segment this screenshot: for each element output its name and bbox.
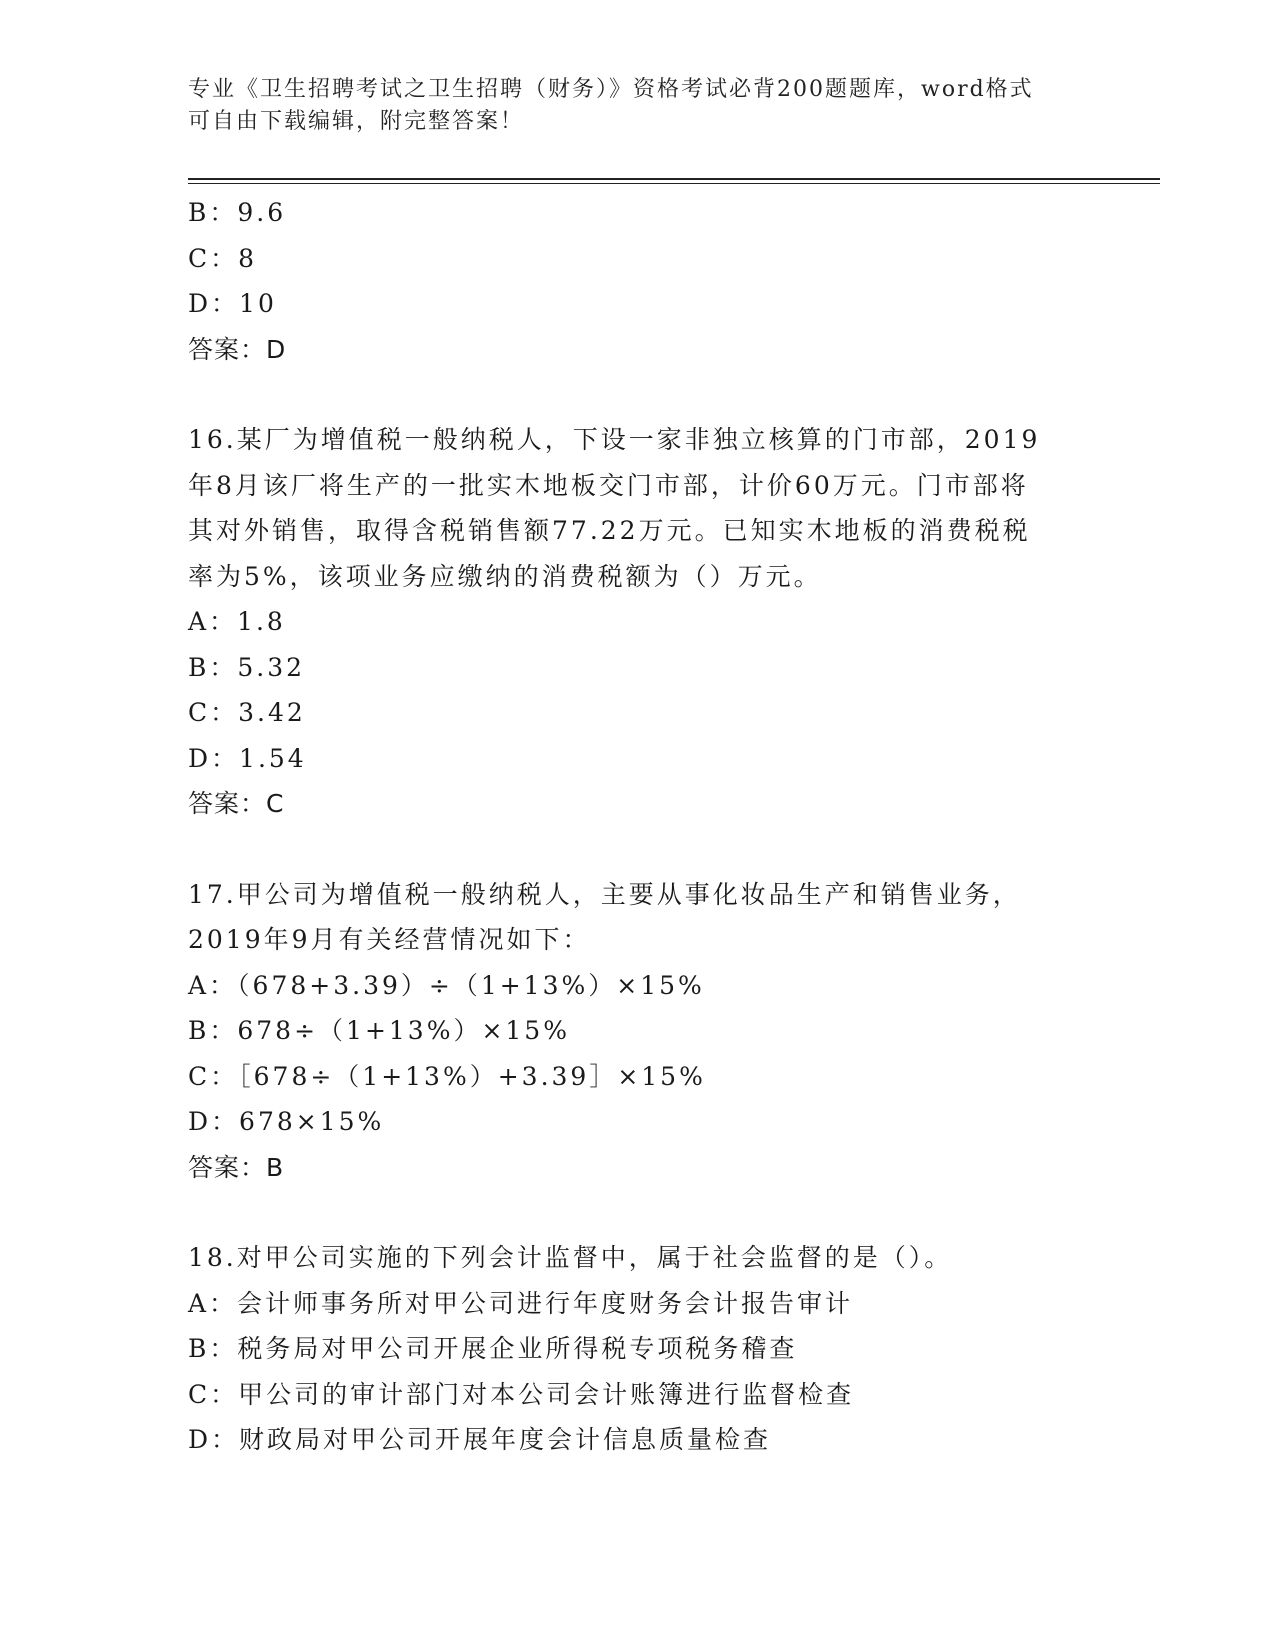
option-c: C：8 xyxy=(188,243,258,273)
spacer xyxy=(188,372,1088,417)
question-block-16 xyxy=(188,417,1088,827)
option-b: B：税务局对甲公司开展企业所得税专项税务稽查 xyxy=(188,1334,798,1363)
answer-line: 答案：C xyxy=(188,789,285,818)
header-title-line-1: 专业《卫生招聘考试之卫生招聘（财务）》资格考试必背200题题库，word格式 xyxy=(188,77,1034,102)
header-title-line-2: 可自由下载编辑，附完整答案！ xyxy=(188,109,525,134)
option-d: D：678×15% xyxy=(188,1107,385,1136)
option-d: D：10 xyxy=(188,289,277,318)
option-a: A：会计师事务所对甲公司进行年度财务会计报告审计 xyxy=(188,1288,854,1318)
question-block-17 xyxy=(188,872,1088,1191)
question-stem-line: 年8月该厂将生产的一批实木地板交门市部，计价60万元。门市部将 xyxy=(188,470,1029,500)
header-divider-thick xyxy=(188,178,1160,180)
question-block-15 xyxy=(188,190,1088,372)
question-stem-line: 17.甲公司为增值税一般纳税人，主要从事化妆品生产和销售业务， xyxy=(188,879,1021,909)
document-header xyxy=(188,74,1068,138)
question-stem-line: 2019年9月有关经营情况如下： xyxy=(188,925,591,954)
question-list xyxy=(188,190,1088,1463)
question-stem-line: 18.对甲公司实施的下列会计监督中，属于社会监督的是（）。 xyxy=(188,1243,953,1272)
answer-line: 答案：B xyxy=(188,1152,285,1182)
answer-line: 答案：D xyxy=(188,334,287,364)
spacer xyxy=(188,827,1088,872)
option-c: C：3.42 xyxy=(188,698,306,727)
question-stem-line: 16.某厂为增值税一般纳税人，下设一家非独立核算的门市部，2019 xyxy=(188,425,1041,454)
option-b: B：678÷（1+13%）×15% xyxy=(188,1016,570,1045)
option-c: C：［678÷（1+13%）+3.39］×15% xyxy=(188,1061,706,1091)
option-c: C：甲公司的审计部门对本公司会计账簿进行监督检查 xyxy=(188,1379,855,1409)
question-stem-line: 率为5%，该项业务应缴纳的消费税额为（）万元。 xyxy=(188,561,822,591)
option-a: A：（678+3.39）÷（1+13%）×15% xyxy=(188,970,705,1000)
option-d: D：1.54 xyxy=(188,743,307,773)
question-block-18 xyxy=(188,1235,1088,1463)
header-divider-thin xyxy=(188,183,1160,184)
question-stem-line: 其对外销售，取得含税销售额77.22万元。已知实木地板的消费税税 xyxy=(188,516,1031,545)
option-d: D：财政局对甲公司开展年度会计信息质量检查 xyxy=(188,1425,772,1454)
option-b: B：5.32 xyxy=(188,652,306,682)
option-b: B：9.6 xyxy=(188,198,287,227)
option-a: A：1.8 xyxy=(188,607,286,636)
spacer xyxy=(188,1190,1088,1235)
